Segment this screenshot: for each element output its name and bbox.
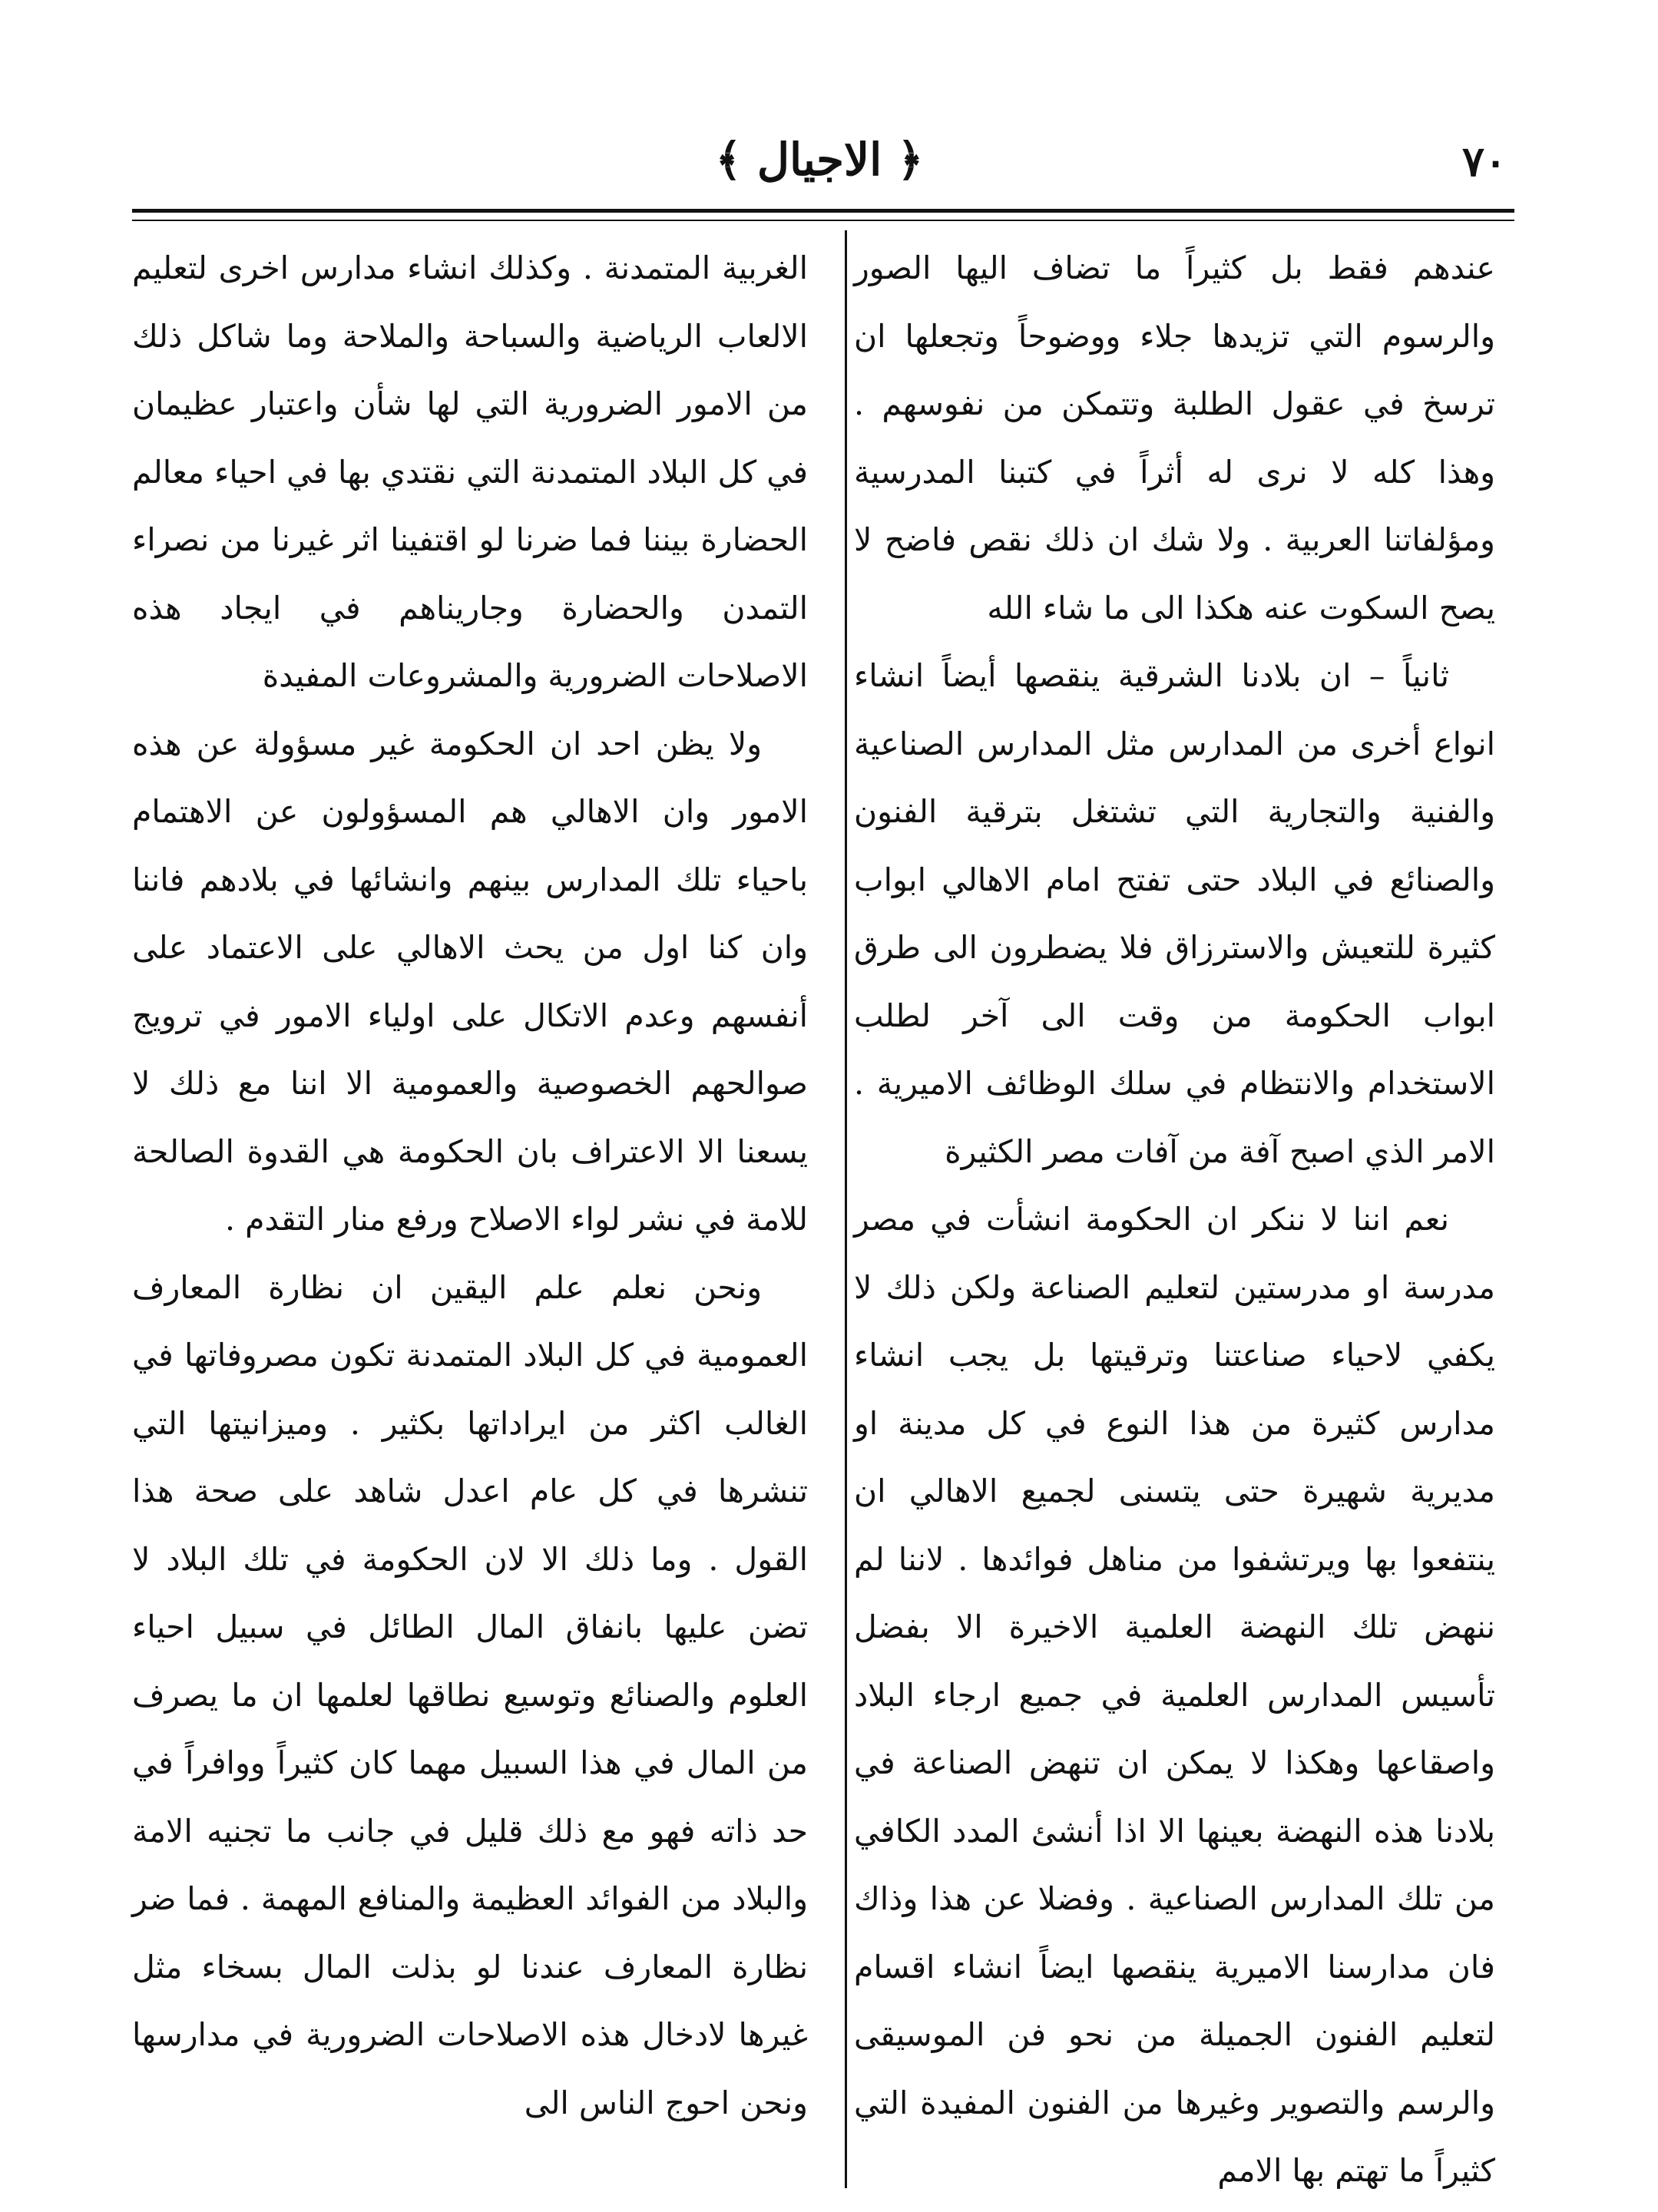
- header-rule: [132, 209, 1514, 213]
- paragraph: ولا يظن احد ان الحكومة غير مسؤولة عن هذه الامور وان الاهالي هم المسؤولون عن الاهتمام باحياء تلك المدارس بينهم وانشائها في بلادهم فاننا وان كنا اول من يحث الاهالي على الاعتماد على أنفسهم وعدم الاتكال على اولياء الامور في ترويج صوالحهم الخصوصية والعمومية الا اننا مع ذلك لا يسعنا الا الاعتراف بان الحكومة هي القدوة الصالحة للامة في نشر لواء الاصلاح ورفع منار التقدم .: [132, 725, 808, 1238]
- paragraph: ثانياً – ان بلادنا الشرقية ينقصها أيضاً انشاء انواع أخرى من المدارس مثل المدارس الصناعية والفنية والتجارية التي تشتغل بترقية الفنون والصنائع في البلاد حتى تفتح امام الاهالي ابواب كثيرة للتعيش والاسترزاق فلا يضطرون الى طرق ابواب الحكومة من وقت الى آخر لطلب الاستخدام والانتظام في سلك الوظائف الاميرية . الامر الذي اصبح آفة من آفات مصر الكثيرة: [854, 657, 1495, 1170]
- paragraph: ونحن نعلم علم اليقين ان نظارة المعارف العمومية في كل البلاد المتمدنة تكون مصروفاتها في الغالب اكثر من ايراداتها بكثير . وميزانيتها التي تنشرها في كل عام اعدل شاهد على صحة هذا القول . وما ذلك الا لان الحكومة في تلك البلاد لا تضن عليها بانفاق المال الطائل في سبيل احياء العلوم والصنائع وتوسيع نطاقها لعلمها ان ما يصرف من المال في هذا السبيل مهما كان كثيراً ووافراً في حد ذاته فهو مع ذلك قليل في جانب ما تجنيه الامة والبلاد من الفوائد العظيمة والمنافع المهمة . فما ضر نظارة المعارف عندنا لو بذلت المال بسخاء مثل غيرها لادخال هذه الاصلاحات الضرورية في مدارسها ونحن احوج الناس الى: [132, 1268, 808, 2121]
- paragraph: الغربية المتمدنة . وكذلك انشاء مدارس اخرى لتعليم الالعاب الرياضية والسباحة والملاحة وما شاكل ذلك من الامور الضرورية التي لها شأن واعتبار عظيمان في كل البلاد المتمدنة التي نقتدي بها في احياء معالم الحضارة بيننا فما ضرنا لو اقتفينا اثر غيرنا من نصراء التمدن والحضارة وجاريناهم في ايجاد هذه الاصلاحات الضرورية والمشروعات المفيدة: [132, 250, 808, 694]
- paragraph: نعم اننا لا ننكر ان الحكومة انشأت في مصر مدرسة او مدرستين لتعليم الصناعة ولكن ذلك لا يكفي لاحياء صناعتنا وترقيتها بل يجب انشاء مدارس كثيرة من هذا النوع في كل مدينة او مديرية شهيرة حتى يتسنى لجميع الاهالي ان ينتفعوا بها ويرتشفوا من مناهل فوائدها . لاننا لم ننهض تلك النهضة العلمية الاخيرة الا بفضل تأسيس المدارس العلمية في جميع ارجاء البلاد واصقاعها وهكذا لا يمكن ان تنهض الصناعة في بلادنا هذه النهضة بعينها الا اذا أنشئ المدد الكافي من تلك المدارس الصناعية . وفضلا عن هذا وذاك فان مدارسنا الاميرية ينقصها ايضاً انشاء اقسام لتعليم الفنون الجميلة من نحو فن الموسيقى والرسم والتصوير وغيرها من الفنون المفيدة التي كثيراً ما تهتم بها الامم: [854, 1201, 1495, 2189]
- paragraph: عندهم فقط بل كثيراً ما تضاف اليها الصور والرسوم التي تزيدها جلاء ووضوحاً وتجعلها ان ترسخ في عقول الطلبة وتتمكن من نفوسهم . وهذا كله لا نرى له أثراً في كتبنا المدرسية ومؤلفاتنا العربية . ولا شك ان ذلك نقص فاضح لا يصح السكوت عنه هكذا الى ما شاء الله: [854, 250, 1495, 627]
- right-text-column: [854, 234, 1495, 2189]
- left-text-column: [132, 234, 808, 2169]
- header-rule-thin: [132, 220, 1514, 221]
- page-number: ٧٠: [1461, 137, 1507, 186]
- running-head: [132, 131, 1507, 215]
- page-title: ﴿ الاجيال ﴾: [715, 134, 924, 186]
- column-divider: [845, 230, 847, 2188]
